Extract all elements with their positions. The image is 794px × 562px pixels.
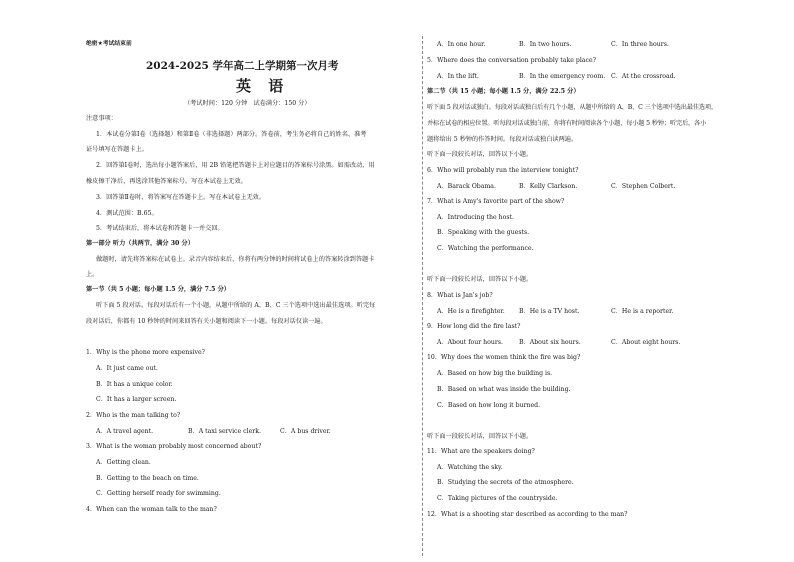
question-4-option-a: A．In one hour. [437, 41, 486, 48]
exam-title: 2024-2025 学年高二上学期第一次月考 [146, 60, 339, 72]
question-2-option-b: B．A taxi service clerk. [188, 428, 261, 435]
question-9-option-c: C．About eight hours. [611, 339, 681, 346]
question-8: 8．What is Jan's job? [427, 292, 493, 299]
question-10-option-a: A．Based on how big the building is. [437, 370, 553, 377]
question-8-option-a: A．He is a firefighter. [437, 308, 505, 315]
question-6: 6．Who will probably run the interview tonight? [427, 167, 579, 174]
question-9-option-a: A．About four hours. [437, 339, 503, 346]
subject-title: 英 语 [236, 77, 290, 95]
part1-instruction-cont: 上。 [86, 271, 99, 278]
question-5: 5．Where does the conversation probably take place? [427, 57, 596, 64]
question-4: 4．When can the woman talk to the man? [86, 506, 217, 513]
note-5: 5．考试结束后，将本试卷和答题卡一并交回。 [96, 225, 224, 232]
question-5-option-a: A．In the lift. [437, 73, 479, 80]
question-3-option-c: C．Getting herself ready for swimming. [96, 490, 221, 497]
note-2: 2．回答第Ⅰ卷时，选出每小题答案后，用 2B 铅笔把答题卡上对应题目的答案标号涂黑。如需改动，用 [96, 162, 375, 169]
question-3-option-a: A．Getting clean. [96, 459, 151, 466]
dialogue-11-marker: 听下面一段较长对话，回答以下小题。 [427, 433, 533, 440]
question-5-option-c: C．At the crossroad. [611, 73, 676, 80]
question-1-option-a: A．It just came out. [96, 365, 158, 372]
question-1: 1．Why is the phone more expensive? [86, 349, 206, 356]
note-1-cont: 证号填写在答题卡上。 [86, 146, 148, 153]
question-3-option-b: B．Getting to the beach on time. [96, 475, 199, 482]
question-3: 3．What is the woman probably most concerned about? [86, 443, 262, 450]
question-11-option-b: B．Studying the secrets of the atmosphere. [437, 479, 574, 486]
question-2-option-a: A．A travel agent. [96, 428, 154, 435]
section1-instruction: 听下面 5 段对话。每段对话后有一个小题，从题中所给的 A、B、C 三个选项中选出最佳选项。听完每 [96, 302, 376, 309]
section2-heading: 第二节（共 15 小题；每小题 1.5 分，满分 22.5 分） [427, 88, 580, 95]
question-9: 9．How long did the fire last? [427, 323, 521, 330]
dialogue-8-marker: 听下面一段较长对话，回答以下小题。 [427, 276, 533, 283]
question-10-option-c: C．Based on how long it burned. [437, 402, 541, 409]
secret-label: 绝密★考试结束前 [86, 41, 132, 47]
question-10-option-b: B．Based on what was inside the building. [437, 386, 571, 393]
part1-instruction: 做题时，请先将答案标在试卷上。录音内容结束后，你将有两分钟的时间将试卷上的答案转涂到答题卡 [96, 256, 375, 263]
section1-instruction-cont: 段对话后，你都有 10 秒钟的时间来回答有关小题和阅读下一小题。每段对话仅读一遍。 [86, 318, 327, 325]
question-7-option-b: B．Speaking with the guests. [437, 229, 530, 236]
column-divider [422, 36, 423, 556]
question-7-option-a: A．Introducing the host. [437, 214, 514, 221]
question-6-option-a: A．Barack Obama. [437, 183, 496, 190]
note-3: 3．回答第Ⅱ卷时，将答案写在答题卡上。写在本试卷上无效。 [96, 194, 266, 201]
section2-instruction-cont: 并标在试卷的相应位置。听每段对话或独白前，你将有时间阅读各个小题，每小题 5 秒钟；听完后，各小 [427, 120, 707, 127]
part1-heading: 第一部分 听力（共两节，满分 30 分） [86, 240, 194, 247]
question-10: 10．Why does the women think the fire was big? [427, 354, 581, 361]
question-8-option-b: B．He is a TV host. [519, 308, 580, 315]
question-6-option-c: C．Stephen Colbert. [611, 183, 676, 190]
question-7-option-c: C．Watching the performance. [437, 245, 534, 252]
question-11-option-a: A．Watching the sky. [437, 464, 503, 471]
question-2-option-c: C．A bus driver. [280, 428, 331, 435]
note-2-cont: 橡皮擦干净后，再选涂其他答案标号。写在本试卷上无效。 [86, 178, 247, 185]
question-11: 11．What are the speakers doing? [427, 448, 535, 455]
section1-heading: 第一节（共 5 小题；每小题 1.5 分，满分 7.5 分） [86, 286, 230, 293]
question-9-option-b: B．About six hours. [519, 339, 581, 346]
question-8-option-c: C．He is a reporter. [611, 308, 674, 315]
question-4-option-b: B．In two hours. [519, 41, 572, 48]
question-5-option-b: B．In the emergency room. [519, 73, 606, 80]
notes-heading: 注意事项： [86, 115, 117, 122]
question-2: 2．Who is the man talking to? [86, 412, 181, 419]
section2-instruction: 听下面 5 段对话或独白。每段对话或独白后有几个小题，从题中所给的 A、B、C 三个选项中选出最佳选项， [427, 104, 718, 111]
question-1-option-b: B．It has a unique color. [96, 381, 173, 388]
question-12: 12．What is a shooting star described as according to the man? [427, 511, 628, 518]
exam-info: （考试时间：120 分钟 试卷满分：150 分） [184, 100, 311, 107]
question-7: 7．What is Amy's favorite part of the show? [427, 198, 565, 205]
note-4: 4．测试范围：B.65。 [96, 210, 158, 217]
question-1-option-c: C．It has a larger screen. [96, 396, 177, 403]
question-4-option-c: C．In three hours. [611, 41, 669, 48]
section2-instruction-end: 题将给出 5 秒钟的作答时间。每段对话或独白读两遍。 [427, 136, 578, 143]
question-6-option-b: B．Kelly Clarkson. [519, 183, 578, 190]
question-11-option-c: C．Taking pictures of the countryside. [437, 495, 558, 502]
dialogue-6-marker: 听下面一段较长对话，回答以下小题。 [427, 151, 533, 158]
note-1: 1．本试卷分第Ⅰ卷（选择题）和第Ⅱ卷（非选择题）两部分。答卷前，考生务必将自己的姓名、准考 [96, 131, 367, 138]
